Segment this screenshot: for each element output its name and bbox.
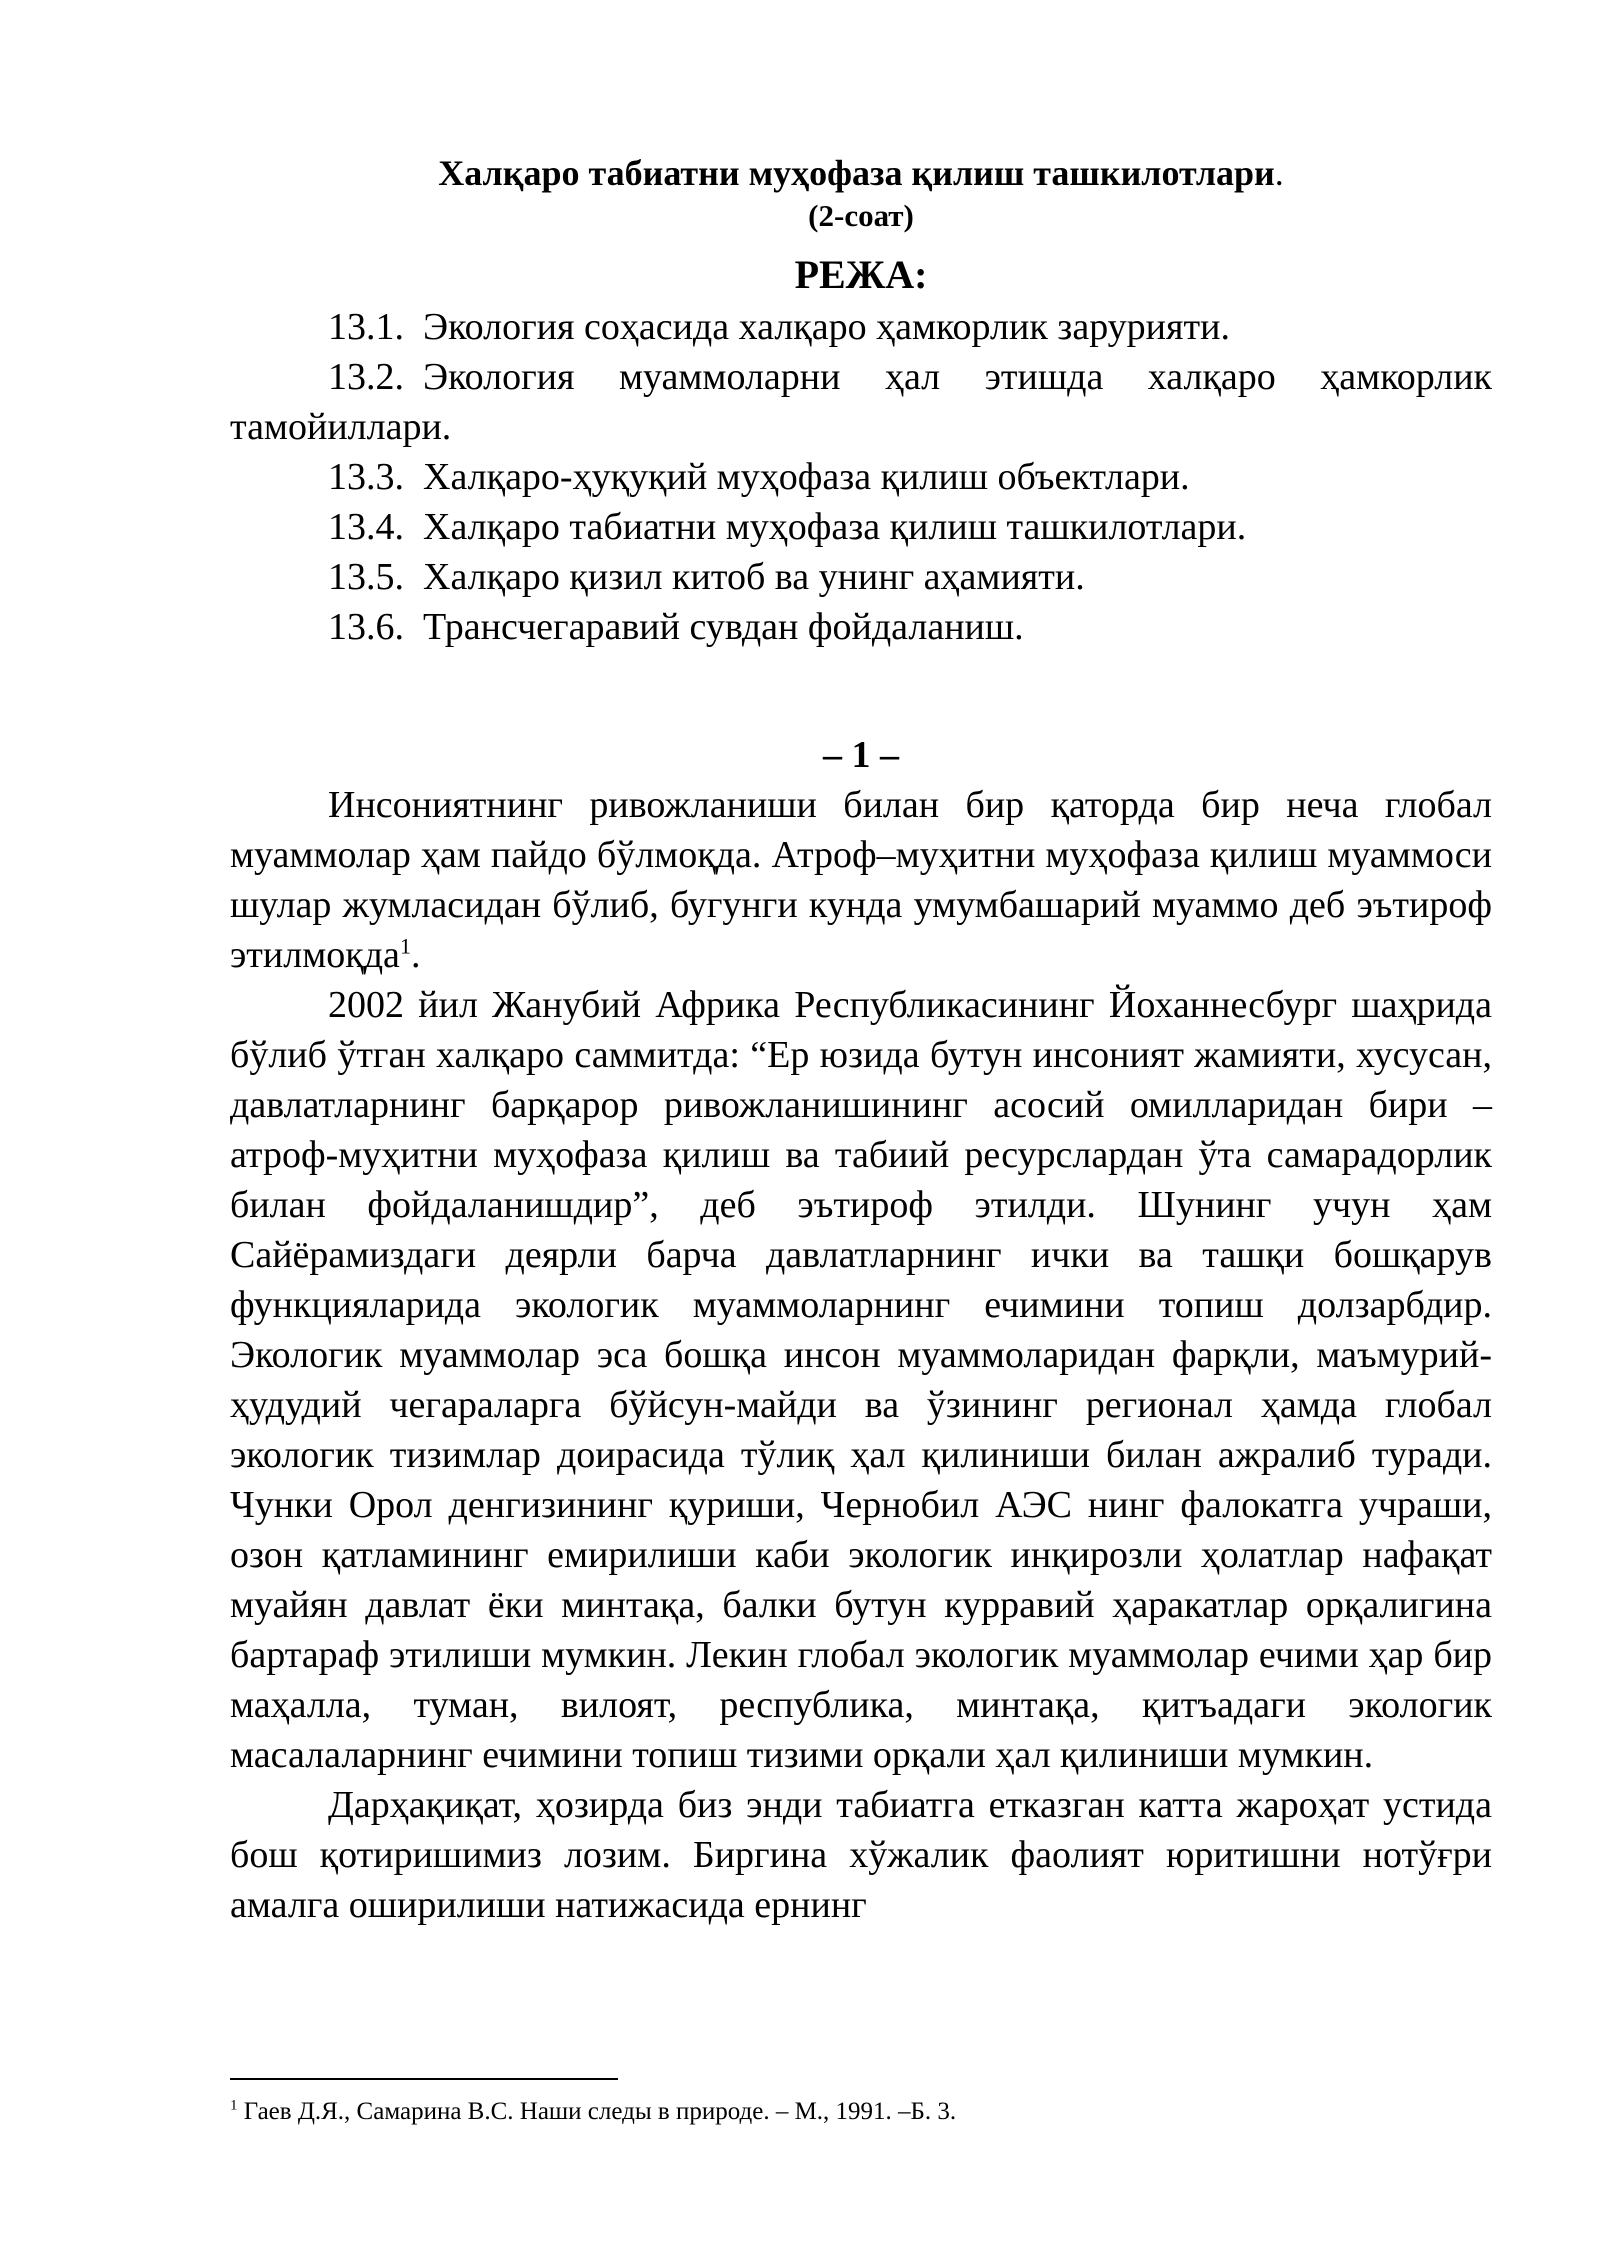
plan-item-text: Экология соҳасида халқаро ҳамкорлик зарурияти. [423, 306, 1230, 348]
footnote-marker: 1 [230, 2097, 238, 2114]
plan-item-number: 13.1. [328, 306, 404, 348]
plan-item [230, 452, 1492, 502]
plan-item-text: Халқаро қизил китоб ва унинг аҳамияти. [423, 556, 1085, 598]
section-number: – 1 – [823, 734, 899, 776]
plan-item-text: Халқаро-ҳуқуқий муҳофаза қилиш объектлари. [423, 456, 1190, 498]
plan-item-text: Трансчегаравий сувдан фойдаланиш. [423, 606, 1024, 648]
plan-item [230, 302, 1492, 352]
document-title-text: Халқаро табиатни муҳофаза қилиш ташкилотлари [438, 153, 1275, 193]
footnote-separator [230, 2078, 618, 2080]
plan-item-number: 13.4. [328, 506, 404, 548]
plan-item-number: 13.5. [328, 556, 404, 598]
plan-item [230, 602, 1492, 652]
paragraph-text: Инсониятнинг ривожланиши билан бир қаторда бир неча глобал муаммолар ҳам пайдо бўлмоқда. Атроф–муҳитни муҳофаза қилиш муаммоси шулар жумласидан бўлиб, бугунги кунда умумбашарий муаммо деб эътироф этилмоқда [230, 784, 1492, 976]
plan-item-text: Экология муаммоларни ҳал этишда халқаро ҳамкорлик тамойиллари. [230, 356, 1492, 448]
plan-item [230, 552, 1492, 602]
footnote [230, 2096, 1492, 2128]
document-page [230, 150, 1492, 1930]
footnote-reference[interactable]: 1 [399, 933, 411, 959]
plan-item-number: 13.2. [328, 356, 404, 398]
paragraph-end-punctuation: . [410, 934, 421, 976]
body-paragraph-2: 2002 йил Жанубий Африка Республикасининг Йоханнесбург шаҳрида бўлиб ўтган халқаро саммитда: “Ер юзида бутун инсоният жамияти, хусусан, давлатларнинг барқарор ривожланишининг асосий омилларидан бири – атроф-муҳитни муҳофаза қилиш ва табиий ресурслардан ўта самарадорлик билан фойдаланишдир”, деб эътироф этилди. Шунинг учун ҳам Сайёрамиздаги деярли барча давлатларнинг ички ва ташқи бошқарув функцияларида экологик муаммоларнинг ечимини топиш долзарбдир. Экологик муаммолар эса бошқа инсон муаммоларидан фарқли, маъмурий-ҳудудий чегараларга бўйсун-майди ва ўзининг регионал ҳамда глобал экологик тизимлар доирасида тўлиқ ҳал қилиниши билан ажралиб туради. Чунки Орол денгизининг қуриши, Чернобил АЭС нинг фалокатга учраши, озон қатламининг емирилиши каби экологик инқирозли ҳолатлар нафақат муайян давлат ёки минтақа, балки бутун курравий ҳаракатлар орқалигина бартараф этилиши мумкин. Лекин глобал экологик муаммолар ечими ҳар бир маҳалла, туман, вилоят, республика, минтақа, қитъадаги экологик масалаларнинг ечимини топиш тизими орқали ҳал қилиниши мумкин. [230, 984, 1492, 1776]
plan-list [230, 302, 1492, 652]
plan-item-number: 13.3. [328, 456, 404, 498]
body-paragraph-1 [230, 780, 1492, 980]
plan-item [230, 502, 1492, 552]
body-paragraph-3: Дарҳақиқат, ҳозирда биз энди табиатга етказган катта жароҳат устида бош қотиришимиз лозим. Биргина хўжалик фаолият юритишни нотўғри амалга оширилиши натижасида ернинг [230, 1784, 1492, 1926]
hours-label: (2-соат) [808, 198, 914, 233]
plan-item-text: Халқаро табиатни муҳофаза қилиш ташкилотлари. [423, 506, 1247, 548]
plan-item [230, 352, 1492, 452]
footnote-text: Гаев Д.Я., Самарина В.С. Наши следы в природе. – М., 1991. –Б. 3. [237, 2098, 957, 2125]
document-title-period: . [1274, 153, 1284, 193]
document-title [230, 150, 1492, 196]
plan-item-number: 13.6. [328, 606, 404, 648]
plan-heading: РЕЖА: [794, 252, 928, 297]
